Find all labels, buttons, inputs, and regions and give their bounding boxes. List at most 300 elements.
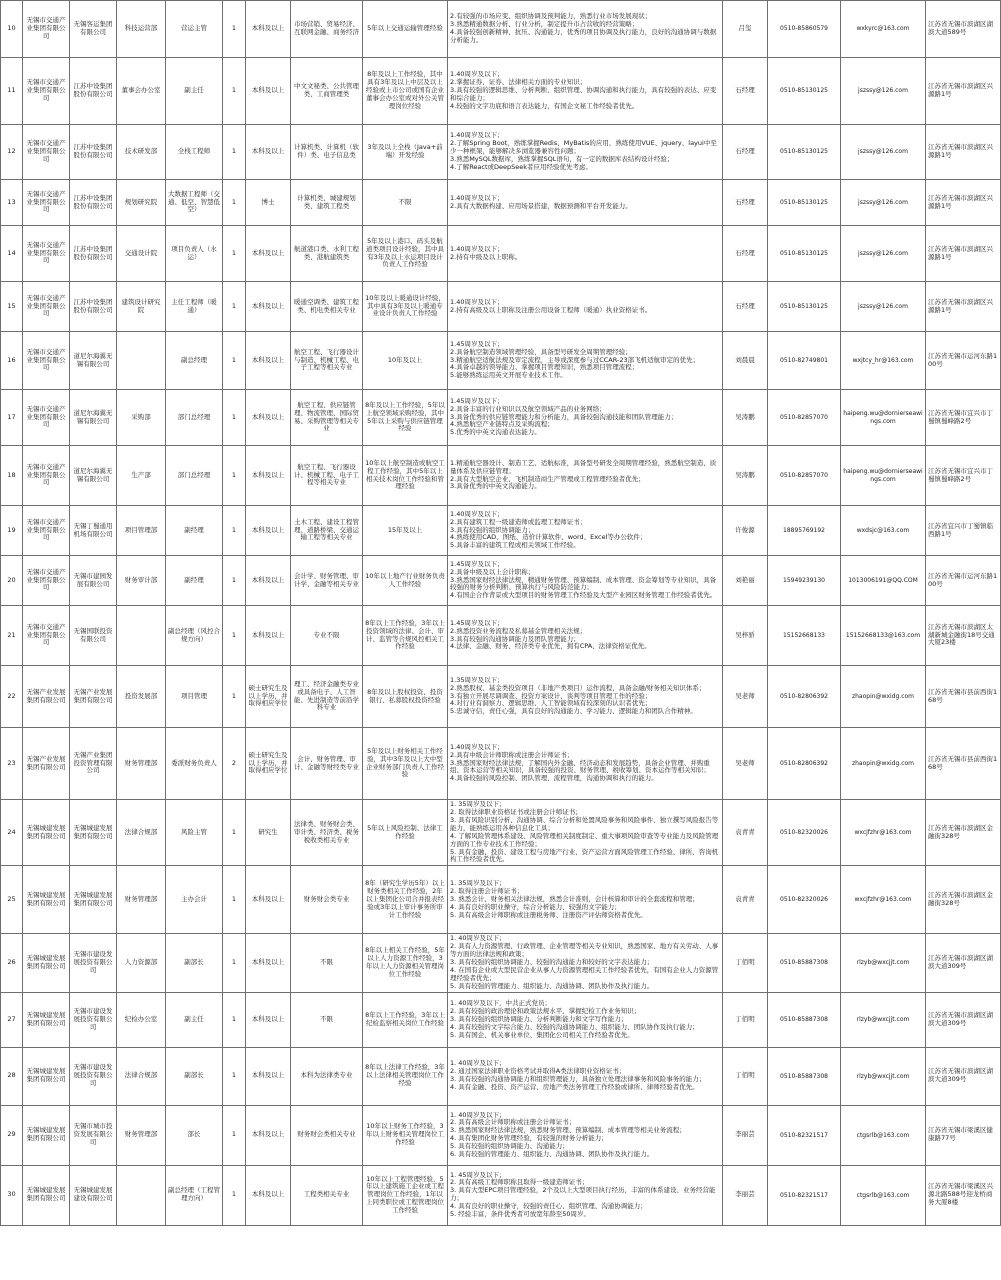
address-cell: 江苏省无锡市滨湖区湖滨大道589号 xyxy=(926,1,1001,58)
requirements-cell: 1.40周岁及以下； 2.持有中级及以上职称。 xyxy=(448,226,723,282)
department-cell: 采购部 xyxy=(117,390,166,446)
contact-cell: 石经理 xyxy=(723,282,768,332)
address-cell: 江苏省无锡市滨湖区金融街328号 xyxy=(926,866,1001,934)
education-cell: 本科及以上 xyxy=(246,992,291,1047)
position-cell: 副部长 xyxy=(166,1047,223,1105)
experience-cell: 8年及以上工作经验，其中具有3年及以上中层及以上经验或上市公司或国有企业董事会办公室或对外公关管理岗位经验 xyxy=(363,58,448,125)
education-cell: 本科及以上 xyxy=(246,1047,291,1105)
department-cell: 董事会办公室 xyxy=(117,58,166,125)
email-cell: wxkyrc@163.com xyxy=(841,1,926,58)
headcount-cell: 1 xyxy=(223,226,246,282)
contact-cell: 袁青青 xyxy=(723,866,768,934)
row-number: 26 xyxy=(1,934,23,992)
position-cell: 全栈工程师 xyxy=(166,125,223,180)
education-cell: 本科及以上 xyxy=(246,1105,291,1165)
address-cell: 江苏省无锡市县前西街168号 xyxy=(926,666,1001,728)
row-number: 22 xyxy=(1,666,23,728)
contact-cell: 吴梓骄 xyxy=(723,606,768,666)
headcount-cell: 1 xyxy=(223,446,246,506)
experience-cell: 5年及以上财务相关工作经验，其中3年及以上大中型企业财务部门负责人工作经验 xyxy=(363,728,448,800)
employer-cell: 无锡市交通产业集团有限公司 xyxy=(23,180,70,226)
address-cell: 江苏省无锡市滨湖区太湖新城金融街18号交通大厦23楼 xyxy=(926,606,1001,666)
employer-cell: 无锡市交通产业集团有限公司 xyxy=(23,556,70,606)
phone-cell: 0510-85130125 xyxy=(768,282,841,332)
address-cell: 江苏省无锡市滨湖区湖滨大道309号 xyxy=(926,992,1001,1047)
address-cell: 江苏省无锡市宜兴市丁蜀镇蜀峰路2号 xyxy=(926,446,1001,506)
company-cell: 无锡客运集团有限公司 xyxy=(70,1,117,58)
company-cell: 道尼尔海翼无锡有限公司 xyxy=(70,332,117,390)
company-cell: 无锡市城市投资发展有限公司 xyxy=(70,1105,117,1165)
email-cell: jszssy@126.com xyxy=(841,58,926,125)
employer-cell: 无锡城建发展集团有限公司 xyxy=(23,934,70,992)
department-cell: 投资发展部 xyxy=(117,666,166,728)
phone-cell: 0510-82806392 xyxy=(768,666,841,728)
row-number: 14 xyxy=(1,226,23,282)
contact-cell: 丁佰明 xyxy=(723,992,768,1047)
contact-cell: 吴涛鹏 xyxy=(723,446,768,506)
headcount-cell: 1 xyxy=(223,556,246,606)
major-cell: 不限 xyxy=(291,992,363,1047)
employer-cell: 无锡市交通产业集团有限公司 xyxy=(23,1,70,58)
table-row xyxy=(1,446,1001,506)
table-row xyxy=(1,226,1001,282)
company-cell: 江苏中设集团股份有限公司 xyxy=(70,58,117,125)
company-cell: 道尼尔海翼无锡有限公司 xyxy=(70,446,117,506)
employer-cell: 无锡市交通产业集团有限公司 xyxy=(23,446,70,506)
row-number: 30 xyxy=(1,1165,23,1225)
employer-cell: 无锡城建发展集团有限公司 xyxy=(23,992,70,1047)
major-cell: 暖通空调类、建筑工程类、机电类相关专业 xyxy=(291,282,363,332)
email-cell: wxcjfzhr@163.com xyxy=(841,800,926,866)
department-cell: 人力资源部 xyxy=(117,934,166,992)
education-cell: 本科及以上 xyxy=(246,226,291,282)
headcount-cell: 1 xyxy=(223,800,246,866)
major-cell: 会计、财务管理、审计、金融等财经类专业 xyxy=(291,728,363,800)
experience-cell: 5年以上交通运输管理经验 xyxy=(363,1,448,58)
department-cell: 交通设计院 xyxy=(117,226,166,282)
row-number: 20 xyxy=(1,556,23,606)
education-cell: 本科及以上 xyxy=(246,1,291,58)
table-row xyxy=(1,1105,1001,1165)
education-cell: 本科及以上 xyxy=(246,1165,291,1225)
phone-cell: 0510-85887308 xyxy=(768,1047,841,1105)
requirements-cell: 1. 40周岁及以下，中共正式党员； 2. 具有较强的政治理论和政策法规水平，掌握纪检工作业务知识； 3. 具有较强的组织协调能力、分析判断能力和文字写作能力； 4. 具有较强的文字综合能力、较强的沟通协调能力、组织能力、团队协作及执行能力； 5. 具有国企、机关事业单位、集团化公司相关工作经验者优先。 xyxy=(448,992,723,1047)
address-cell: 江苏省宜兴市丁蜀镇临西路1号 xyxy=(926,506,1001,556)
phone-cell: 0510-85130125 xyxy=(768,58,841,125)
experience-cell: 15年及以上 xyxy=(363,506,448,556)
requirements-cell: 1.40周岁及以下； 2.具有中级会计师职称或注册会计师证书； 3.熟悉国家财经法律法规，了解国内外金融、经济动态和发展趋势，具备企业管理、并购重组、资本运营等相关知识，具备较强的投资、财务管理、税收筹划、资本运作等相关知识； 4.具备较强的风险控制、团队管理、流程管理，沟通协调和执行的能力。 xyxy=(448,728,723,800)
requirements-cell: 1.精通航空器设计、制造工艺、适航标准，具备型号研发全周期管理经验，熟悉航空制造、质量体系及供应链管理； 2.具有大型航空企业、飞机制造商生产管理或工程管理经验者优先； 3.具备优秀的中英文沟通能力。 xyxy=(448,446,723,506)
table-row xyxy=(1,934,1001,992)
department-cell: 生产部 xyxy=(117,446,166,506)
email-cell: jszssy@126.com xyxy=(841,180,926,226)
experience-cell: 8年以上工作经验，3年以上投资领域的法律、会计、审计、监管等合规风控相关工作经验 xyxy=(363,606,448,666)
position-cell: 项目管理 xyxy=(166,666,223,728)
headcount-cell: 1 xyxy=(223,282,246,332)
education-cell: 本科及以上 xyxy=(246,934,291,992)
contact-cell: 吴老师 xyxy=(723,728,768,800)
department-cell: 技术研发部 xyxy=(117,125,166,180)
department-cell: 建筑设计研究院 xyxy=(117,282,166,332)
major-cell: 计算机类、计算机（软件）类、电子信息类 xyxy=(291,125,363,180)
headcount-cell: 1 xyxy=(223,866,246,934)
position-cell: 部门总经理 xyxy=(166,446,223,506)
headcount-cell: 1 xyxy=(223,390,246,446)
employer-cell: 无锡市交通产业集团有限公司 xyxy=(23,58,70,125)
email-cell: rlzyb@wxcjjt.com xyxy=(841,992,926,1047)
headcount-cell: 1 xyxy=(223,1047,246,1105)
company-cell: 无锡城建发展集团有限公司 xyxy=(70,866,117,934)
address-cell: 江苏省无锡市滨湖区兴源路1号 xyxy=(926,58,1001,125)
employer-cell: 无锡市交通产业集团有限公司 xyxy=(23,125,70,180)
experience-cell: 10年以上航空制造或航空工程工作经验，其中5年以上相关技术岗位工作经验和管理经验 xyxy=(363,446,448,506)
headcount-cell: 1 xyxy=(223,1,246,58)
row-number: 17 xyxy=(1,390,23,446)
email-cell: ctgsrlb@163.com xyxy=(841,1165,926,1225)
department-cell: 项目管理部 xyxy=(117,506,166,556)
experience-cell: 10年及以上 xyxy=(363,332,448,390)
department-cell: 法律合规部 xyxy=(117,800,166,866)
contact-cell: 石经理 xyxy=(723,180,768,226)
experience-cell: 10年以上地产行业财务负责人工作经验 xyxy=(363,556,448,606)
company-cell: 江苏中设集团股份有限公司 xyxy=(70,226,117,282)
contact-cell: 石经理 xyxy=(723,125,768,180)
employer-cell: 无锡城建发展集团有限公司 xyxy=(23,866,70,934)
phone-cell: 0510-85887308 xyxy=(768,992,841,1047)
position-cell: 营运主管 xyxy=(166,1,223,58)
contact-cell: 丁佰明 xyxy=(723,1047,768,1105)
table-row xyxy=(1,1165,1001,1225)
table-row xyxy=(1,1,1001,58)
table-row xyxy=(1,800,1001,866)
requirements-cell: 1. 40周岁及以下； 2. 具有高级会计师职称或注册会计师证书； 3. 熟悉国家财经法律法规，熟悉财务管理、预算编制、成本管理等相关业务流程； 4. 具有集团化财务管理经验，有较强的财务分析能力； 5. 具有较强的组织协调能力、沟通能力； 6. 具有较强的管理能力、组织能力、沟通协调、团队协作及执行能力。 xyxy=(448,1105,723,1165)
contact-cell: 袁青青 xyxy=(723,800,768,866)
education-cell: 本科及以上 xyxy=(246,125,291,180)
company-cell: 江苏中设集团股份有限公司 xyxy=(70,125,117,180)
phone-cell: 0510-85130125 xyxy=(768,125,841,180)
employer-cell: 无锡市交通产业集团有限公司 xyxy=(23,390,70,446)
row-number: 13 xyxy=(1,180,23,226)
experience-cell: 10年以上工程管理经验，5年以上建筑施工企业或工程管理岗位工作经验，1年以上同类职位或工程管理岗位工作经验 xyxy=(363,1165,448,1225)
position-cell: 副部长 xyxy=(166,934,223,992)
row-number: 29 xyxy=(1,1105,23,1165)
contact-cell: 刘晨晨 xyxy=(723,332,768,390)
major-cell: 法律类、财务财会类、审计类、经济类、税务税收类相关专业 xyxy=(291,800,363,866)
experience-cell: 8年及以上股权投资、投资银行、私募股权投资经验 xyxy=(363,666,448,728)
position-cell: 副主任 xyxy=(166,58,223,125)
address-cell: 江苏省无锡市滨湖区湖滨大道309号 xyxy=(926,1047,1001,1105)
requirements-cell: 1. 45周岁及以下； 2. 具有高级工程师职称且取得一级建造师证书； 3. 具有大型EPC项目管理经验，2个及以上大型项目执行经历，丰富的体系建设、业务经营能力； 4. 具有良好的职业操守，较强的责任心、组织管理、沟通协调能力； 5. 经验丰富，条件优秀者可放宽年龄至50周岁。 xyxy=(448,1165,723,1225)
requirements-cell: 1.45周岁及以下； 2.具备丰富的行业知识以及航空领域产品的业务网络； 3.具备优秀的供应链管理能力和分析能力，具备较强沟通技能和团队管理能力； 4.熟悉航空产业链特点及采购流程； 5.优秀的中英文沟通表达能力。 xyxy=(448,390,723,446)
requirements-cell: 1.45周岁及以下； 2.具备航空制造领域管理经验，具备型号研发全周期管理经验； 3.精通航空适航法规及审定流程，主导或深度参与过CCAR-23部飞机适航审定的优先； 4.具备卓越的领导能力、掌握项目管理知识，熟悉项目管理流程； 5.能够熟练运用英文开展专业技术工作。 xyxy=(448,332,723,390)
requirements-cell: 1.40周岁及以下； 2.具有大数据构建、应用场景搭建，数据预测和平台开发能力。 xyxy=(448,180,723,226)
email-cell: 1013006191@QQ.COM xyxy=(841,556,926,606)
major-cell: 财务财会类相关专业 xyxy=(291,1105,363,1165)
education-cell: 本科及以上 xyxy=(246,506,291,556)
employer-cell: 无锡市交通产业集团有限公司 xyxy=(23,282,70,332)
major-cell: 航空工程、飞行器设计与制造、机械工程、电子工程等相关专业 xyxy=(291,332,363,390)
major-cell: 本科为法律类专业 xyxy=(291,1047,363,1105)
company-cell: 无锡市建设发展投资有限公司 xyxy=(70,934,117,992)
row-number: 10 xyxy=(1,1,23,58)
education-cell: 本科及以上 xyxy=(246,390,291,446)
position-cell: 副主任 xyxy=(166,992,223,1047)
department-cell: 财务管理部 xyxy=(117,1105,166,1165)
requirements-cell: 1. 40周岁及以下； 2. 通过国家法律职业资格考试并取得A类法律职业资格证书； 3. 具有较强的沟通协调能力和组织管理能力，具备独立处理法律事务和风险事务的能力； 4. 具有金融、投资、资产运营、房地产类法务管理工作经验或律所、律师经验者优先。 xyxy=(448,1047,723,1105)
major-cell: 计算机类、城建规划类、建筑工程类 xyxy=(291,180,363,226)
email-cell: jszssy@126.com xyxy=(841,226,926,282)
company-cell: 江苏中设集团股份有限公司 xyxy=(70,282,117,332)
headcount-cell: 1 xyxy=(223,506,246,556)
address-cell: 江苏省无锡市滨湖区兴源路1号 xyxy=(926,282,1001,332)
headcount-cell: 1 xyxy=(223,125,246,180)
contact-cell: 许俊源 xyxy=(723,506,768,556)
phone-cell: 0510-85887308 xyxy=(768,934,841,992)
department-cell xyxy=(117,1165,166,1225)
row-number: 11 xyxy=(1,58,23,125)
major-cell: 会计学、财务管理、审计学、金融等相关专业 xyxy=(291,556,363,606)
education-cell: 本科及以上 xyxy=(246,332,291,390)
position-cell: 委派财务负责人 xyxy=(166,728,223,800)
major-cell: 航空工程、飞行器设计、机械工程、电子工程等相关专业 xyxy=(291,446,363,506)
company-cell: 无锡城建发展集团有限公司 xyxy=(70,800,117,866)
major-cell: 财务财会类专业 xyxy=(291,866,363,934)
experience-cell: 8年以上工作经验，3年以上纪检监察相关岗位工作经验 xyxy=(363,992,448,1047)
headcount-cell: 1 xyxy=(223,666,246,728)
table-row xyxy=(1,506,1001,556)
major-cell: 航空工程、供应链管理、物流管理、国际贸易、采购管理等相关专业 xyxy=(291,390,363,446)
row-number: 23 xyxy=(1,728,23,800)
row-number: 28 xyxy=(1,1047,23,1105)
major-cell: 理工、经济金融类专业或具备电子、人工智能、先进制造等前沿学科专业 xyxy=(291,666,363,728)
employer-cell: 无锡市交通产业集团有限公司 xyxy=(23,606,70,666)
company-cell: 江苏中设集团股份有限公司 xyxy=(70,180,117,226)
email-cell: rlzyb@wxcjjt.com xyxy=(841,934,926,992)
employer-cell: 无锡市交通产业集团有限公司 xyxy=(23,506,70,556)
contact-cell: 石经理 xyxy=(723,226,768,282)
row-number: 27 xyxy=(1,992,23,1047)
major-cell: 不限 xyxy=(291,934,363,992)
department-cell xyxy=(117,332,166,390)
row-number: 18 xyxy=(1,446,23,506)
experience-cell: 5年及以上港口、码头及航道类项目设计经验，其中具有3年及以上水运项目设计负责人工作经验 xyxy=(363,226,448,282)
phone-cell: 18895769192 xyxy=(768,506,841,556)
major-cell: 工程类相关专业 xyxy=(291,1165,363,1225)
email-cell: ctgsrlb@163.com xyxy=(841,1105,926,1165)
address-cell: 江苏省无锡市滨湖区湖滨大道309号 xyxy=(926,934,1001,992)
table-row xyxy=(1,332,1001,390)
headcount-cell: 1 xyxy=(223,180,246,226)
company-cell: 无锡市建园发展有限公司 xyxy=(70,556,117,606)
row-number: 15 xyxy=(1,282,23,332)
position-cell: 项目负责人（水运） xyxy=(166,226,223,282)
department-cell xyxy=(117,606,166,666)
headcount-cell: 1 xyxy=(223,1105,246,1165)
position-cell: 部门总经理 xyxy=(166,390,223,446)
experience-cell: 8年（研究生学历5年）以上财务类相关工作经验，2年以上集团化公司合并报表经验或3年以上审计事务所审计工作经验 xyxy=(363,866,448,934)
address-cell: 江苏省无锡市县前西街168号 xyxy=(926,728,1001,800)
department-cell: 财务管理部 xyxy=(117,728,166,800)
major-cell: 专业不限 xyxy=(291,606,363,666)
employer-cell: 无锡市交通产业集团有限公司 xyxy=(23,332,70,390)
contact-cell: 吕玺 xyxy=(723,1,768,58)
headcount-cell: 1 xyxy=(223,1165,246,1225)
headcount-cell: 1 xyxy=(223,332,246,390)
phone-cell: 0510-85130125 xyxy=(768,226,841,282)
phone-cell: 0510-82321517 xyxy=(768,1165,841,1225)
email-cell: 15152668133@163.com xyxy=(841,606,926,666)
contact-cell: 丁佰明 xyxy=(723,934,768,992)
requirements-cell: 1.40周岁及以下； 2.具有建筑工程一级建造师或监理工程师证书； 3.具有较强的组织协调能力； 4.熟练使用CAD、图纸、造价计算软件、word、Excel等办公软件； 5.具备丰富的建筑工程或相关领域工作经验。 xyxy=(448,506,723,556)
position-cell: 副经理 xyxy=(166,556,223,606)
contact-cell: 李丽芸 xyxy=(723,1165,768,1225)
major-cell: 航道港口类、水利工程类、港航建筑类 xyxy=(291,226,363,282)
position-cell: 部长 xyxy=(166,1105,223,1165)
major-cell: 市场营销、贸易经济、互联网金融、商务经济 xyxy=(291,1,363,58)
row-number: 21 xyxy=(1,606,23,666)
company-cell: 无锡城建发展建设有限公司 xyxy=(70,1165,117,1225)
experience-cell: 8年以上相关工作经验，5年以上人力资源工作经验，3年以上人力资源相关管理岗位工作经验 xyxy=(363,934,448,992)
company-cell: 道尼尔海翼无锡有限公司 xyxy=(70,390,117,446)
experience-cell: 不限 xyxy=(363,180,448,226)
table-row xyxy=(1,992,1001,1047)
phone-cell: 0510-82320026 xyxy=(768,800,841,866)
phone-cell: 0510-82749801 xyxy=(768,332,841,390)
table-row xyxy=(1,666,1001,728)
row-number: 24 xyxy=(1,800,23,866)
employer-cell: 无锡城建发展集团有限公司 xyxy=(23,1105,70,1165)
position-cell: 风险主管 xyxy=(166,800,223,866)
company-cell: 无锡产业发展集团有限公司 xyxy=(70,666,117,728)
education-cell: 博士 xyxy=(246,180,291,226)
address-cell: 江苏省无锡市滨湖区兴源路1号 xyxy=(926,226,1001,282)
contact-cell: 吴涛鹏 xyxy=(723,390,768,446)
company-cell: 无锡市建设发展投资有限公司 xyxy=(70,992,117,1047)
headcount-cell: 1 xyxy=(223,934,246,992)
headcount-cell: 1 xyxy=(223,606,246,666)
email-cell: wxjtcy_hr@163.com xyxy=(841,332,926,390)
table-row xyxy=(1,390,1001,446)
employer-cell: 无锡产业发展集团有限公司 xyxy=(23,666,70,728)
contact-cell: 石经理 xyxy=(723,58,768,125)
employer-cell: 无锡产业发展集团有限公司 xyxy=(23,728,70,800)
experience-cell: 10年及以上暖通设计经验，其中具有3年及以上暖通专业设计负责人工作经验 xyxy=(363,282,448,332)
company-cell: 无锡市建设发展投资有限公司 xyxy=(70,1047,117,1105)
phone-cell: 0510-82857070 xyxy=(768,390,841,446)
row-number: 12 xyxy=(1,125,23,180)
table-row xyxy=(1,180,1001,226)
email-cell: rlzyb@wxcjjt.com xyxy=(841,1047,926,1105)
position-cell: 副总经理 xyxy=(166,332,223,390)
education-cell: 硕士研究生及以上学历，并取得相应学位 xyxy=(246,728,291,800)
row-number: 25 xyxy=(1,866,23,934)
table-row xyxy=(1,556,1001,606)
phone-cell: 15152668133 xyxy=(768,606,841,666)
row-number: 19 xyxy=(1,506,23,556)
requirements-cell: 1.40周岁及以下； 2.掌握证券、证券、法律相关方面的专业知识； 3.具有较强的逻辑思维、分析判断、组织管理、协调沟通和执行能力，具有较强的表达、应变和综合能力； 4.较强的文字功底和语言表达能力，有国企文秘工作经验者优先。 xyxy=(448,58,723,125)
table-row xyxy=(1,606,1001,666)
experience-cell: 5年以上风险控制、法律工作经验 xyxy=(363,800,448,866)
table-row xyxy=(1,866,1001,934)
company-cell: 无锡产业集团投资管理有限公司 xyxy=(70,728,117,800)
education-cell: 研究生 xyxy=(246,800,291,866)
education-cell: 本科及以上 xyxy=(246,58,291,125)
employer-cell: 无锡市交通产业集团有限公司 xyxy=(23,226,70,282)
experience-cell: 3年及以上全栈（Java+前端）开发经验 xyxy=(363,125,448,180)
headcount-cell: 1 xyxy=(223,58,246,125)
department-cell: 规划研究院 xyxy=(117,180,166,226)
row-number: 16 xyxy=(1,332,23,390)
major-cell: 中文文秘类、公共管理类、工商管理类 xyxy=(291,58,363,125)
phone-cell: 0510-82320026 xyxy=(768,866,841,934)
address-cell: 江苏省无锡市滨湖区兴源路1号 xyxy=(926,180,1001,226)
department-cell: 科技运营部 xyxy=(117,1,166,58)
experience-cell: 8年及以上工作经验，5年以上航空领域采购经验，其中5年以上采购与供应链管理经验 xyxy=(363,390,448,446)
experience-cell: 10年以上财务工作经验，3年以上财务相关管理岗位工作经验 xyxy=(363,1105,448,1165)
phone-cell: 0510-85130125 xyxy=(768,180,841,226)
address-cell: 江苏省无锡市滨湖区兴源路1号 xyxy=(926,125,1001,180)
headcount-cell: 1 xyxy=(223,992,246,1047)
department-cell: 法律合规部 xyxy=(117,1047,166,1105)
requirements-cell: 1.35周岁及以下； 2.熟悉股权、基金类投资项目（非地产类项目）运作流程，具备金融/财务相关知识体系； 3.有独立开展尽调调查、投资方案设计、谈判等项目管理工作的经验； 4.对行业有洞察力、逻辑思维、人工智能领域有较深刻的认识者优先； 5.忠诚守信，责任心强，具有良好的沟通能力、学习能力、逻辑能力和团队合作精神。 xyxy=(448,666,723,728)
phone-cell: 0510-82321517 xyxy=(768,1105,841,1165)
department-cell: 财务审计部 xyxy=(117,556,166,606)
position-cell: 主任工程师（暖通） xyxy=(166,282,223,332)
education-cell: 本科及以上 xyxy=(246,556,291,606)
department-cell: 财务管理部 xyxy=(117,866,166,934)
address-cell: 江苏省无锡市梁溪区健康路77号 xyxy=(926,1105,1001,1165)
education-cell: 本科及以上 xyxy=(246,446,291,506)
table-row xyxy=(1,728,1001,800)
address-cell: 江苏省无锡市滨湖区金融街328号 xyxy=(926,800,1001,866)
requirements-cell: 1. 35周岁及以下； 2. 取得法律职业资格证书或注册会计师证书； 3. 具有风险识别分析、沟通协调、综合分析和处置风险事务和风险事件、独立撰写风险报告等能力，能熟练运用各种信息化工具； 4. 了解风险管理体系建设、风险管理相关制度制定、重大事项风险审查等专业能力及风险管理方面的工作专业技术工作经验； 5. 具有金融、投资、建设工程与房地产行业、资产运营方面风险管理工作经验、律所、咨询机构工作经验者优先。 xyxy=(448,800,723,866)
position-cell: 副总经理（工程管理方向） xyxy=(166,1165,223,1225)
table-row xyxy=(1,1047,1001,1105)
contact-cell: 李丽芸 xyxy=(723,1105,768,1165)
phone-cell: 0510-85860579 xyxy=(768,1,841,58)
company-cell: 无锡国联投资有限公司 xyxy=(70,606,117,666)
email-cell: wxdsjc@163.com xyxy=(841,506,926,556)
requirements-cell: 1.40周岁及以下； 2.持有高级及以上职称及注册公用设备工程师（暖通）执业资格证书。 xyxy=(448,282,723,332)
phone-cell: 15949239130 xyxy=(768,556,841,606)
department-cell: 纪检办公室 xyxy=(117,992,166,1047)
position-cell: 副经理 xyxy=(166,506,223,556)
address-cell: 江苏省无锡市运河东路100号 xyxy=(926,332,1001,390)
position-cell: 大数据工程师（交通、低空、智慧低空） xyxy=(166,180,223,226)
table-row xyxy=(1,58,1001,125)
position-cell: 主办会计 xyxy=(166,866,223,934)
requirements-cell: 1. 40周岁及以下； 2. 具有人力资源管理、行政管理、企业管理等相关专业知识，熟悉国家、地方有关劳动、人事等方面的法律法规和政策； 3. 具有较强的组织协调能力、较强的沟通能力和较好的文字表达能力； 4. 在国有企业或大型民营企业从事人力资源管理相关工作经验者优先，有国有企业人力资源管理经验者优先； 5. 具有较强的管理能力、组织能力、沟通协调、团队协作及执行能力。 xyxy=(448,934,723,992)
education-cell: 硕士研究生及以上学历，并取得相应学位 xyxy=(246,666,291,728)
education-cell: 本科及以上 xyxy=(246,866,291,934)
requirements-cell: 1.45周岁及以下； 2.熟悉投资业务流程及私募基金管理相关法规； 3.具有较强的沟通协调能力及团队管理能力； 4.法律、金融、财务、经济类专业优先，拥有CPA、法律资格证优先。 xyxy=(448,606,723,666)
position-cell: 副总经理（风控合规方向） xyxy=(166,606,223,666)
headcount-cell: 2 xyxy=(223,728,246,800)
company-cell: 无锡丁蜀通用机场有限公司 xyxy=(70,506,117,556)
phone-cell: 0510-82806392 xyxy=(768,728,841,800)
employer-cell: 无锡城建发展集团有限公司 xyxy=(23,1165,70,1225)
requirements-cell: 1.45周岁及以下； 2.具备中级及以上会计职称； 3.熟悉国家财经法律法规，精通财务管理、预算编制、成本管理、资金筹划等专业知识，具备较强的财务分析判断、预算执行与风险防范能力； 4.有国企合作背景或大型项目的财务管理工作经验及大型产业园区财务管理工作经验者优先。 xyxy=(448,556,723,606)
phone-cell: 0510-82857070 xyxy=(768,446,841,506)
email-cell: jszssy@126.com xyxy=(841,125,926,180)
education-cell: 本科及以上 xyxy=(246,282,291,332)
requirements-cell: 1. 35周岁及以下； 2. 取得注册会计师证书； 3. 熟悉会计、财务相关法律法规，熟悉会计准则，会计核算和审计的全套流程和管理； 4. 具有良好的职业操守，综合分析能力、较强的文字能力； 5. 具有高级会计师职称或注册税务师、注册资产评估师资格者优先。 xyxy=(448,866,723,934)
email-cell: haipeng.wu@dornierseawings.com xyxy=(841,446,926,506)
email-cell: haipeng.wu@dornierseawings.com xyxy=(841,390,926,446)
requirements-cell: 2.有较强的市场应变、组织协调及预判能力，熟悉行业市场发展现状； 3.熟悉精通数据分析、行业分析，制定提升市占营收的经营策略； 4.具备较强创新精神、抗压、沟通能力，优秀的项目协调及执行能力，良好的沟通协调与数据分析能力。 xyxy=(448,1,723,58)
employer-cell: 无锡城建发展集团有限公司 xyxy=(23,1047,70,1105)
table-row xyxy=(1,282,1001,332)
